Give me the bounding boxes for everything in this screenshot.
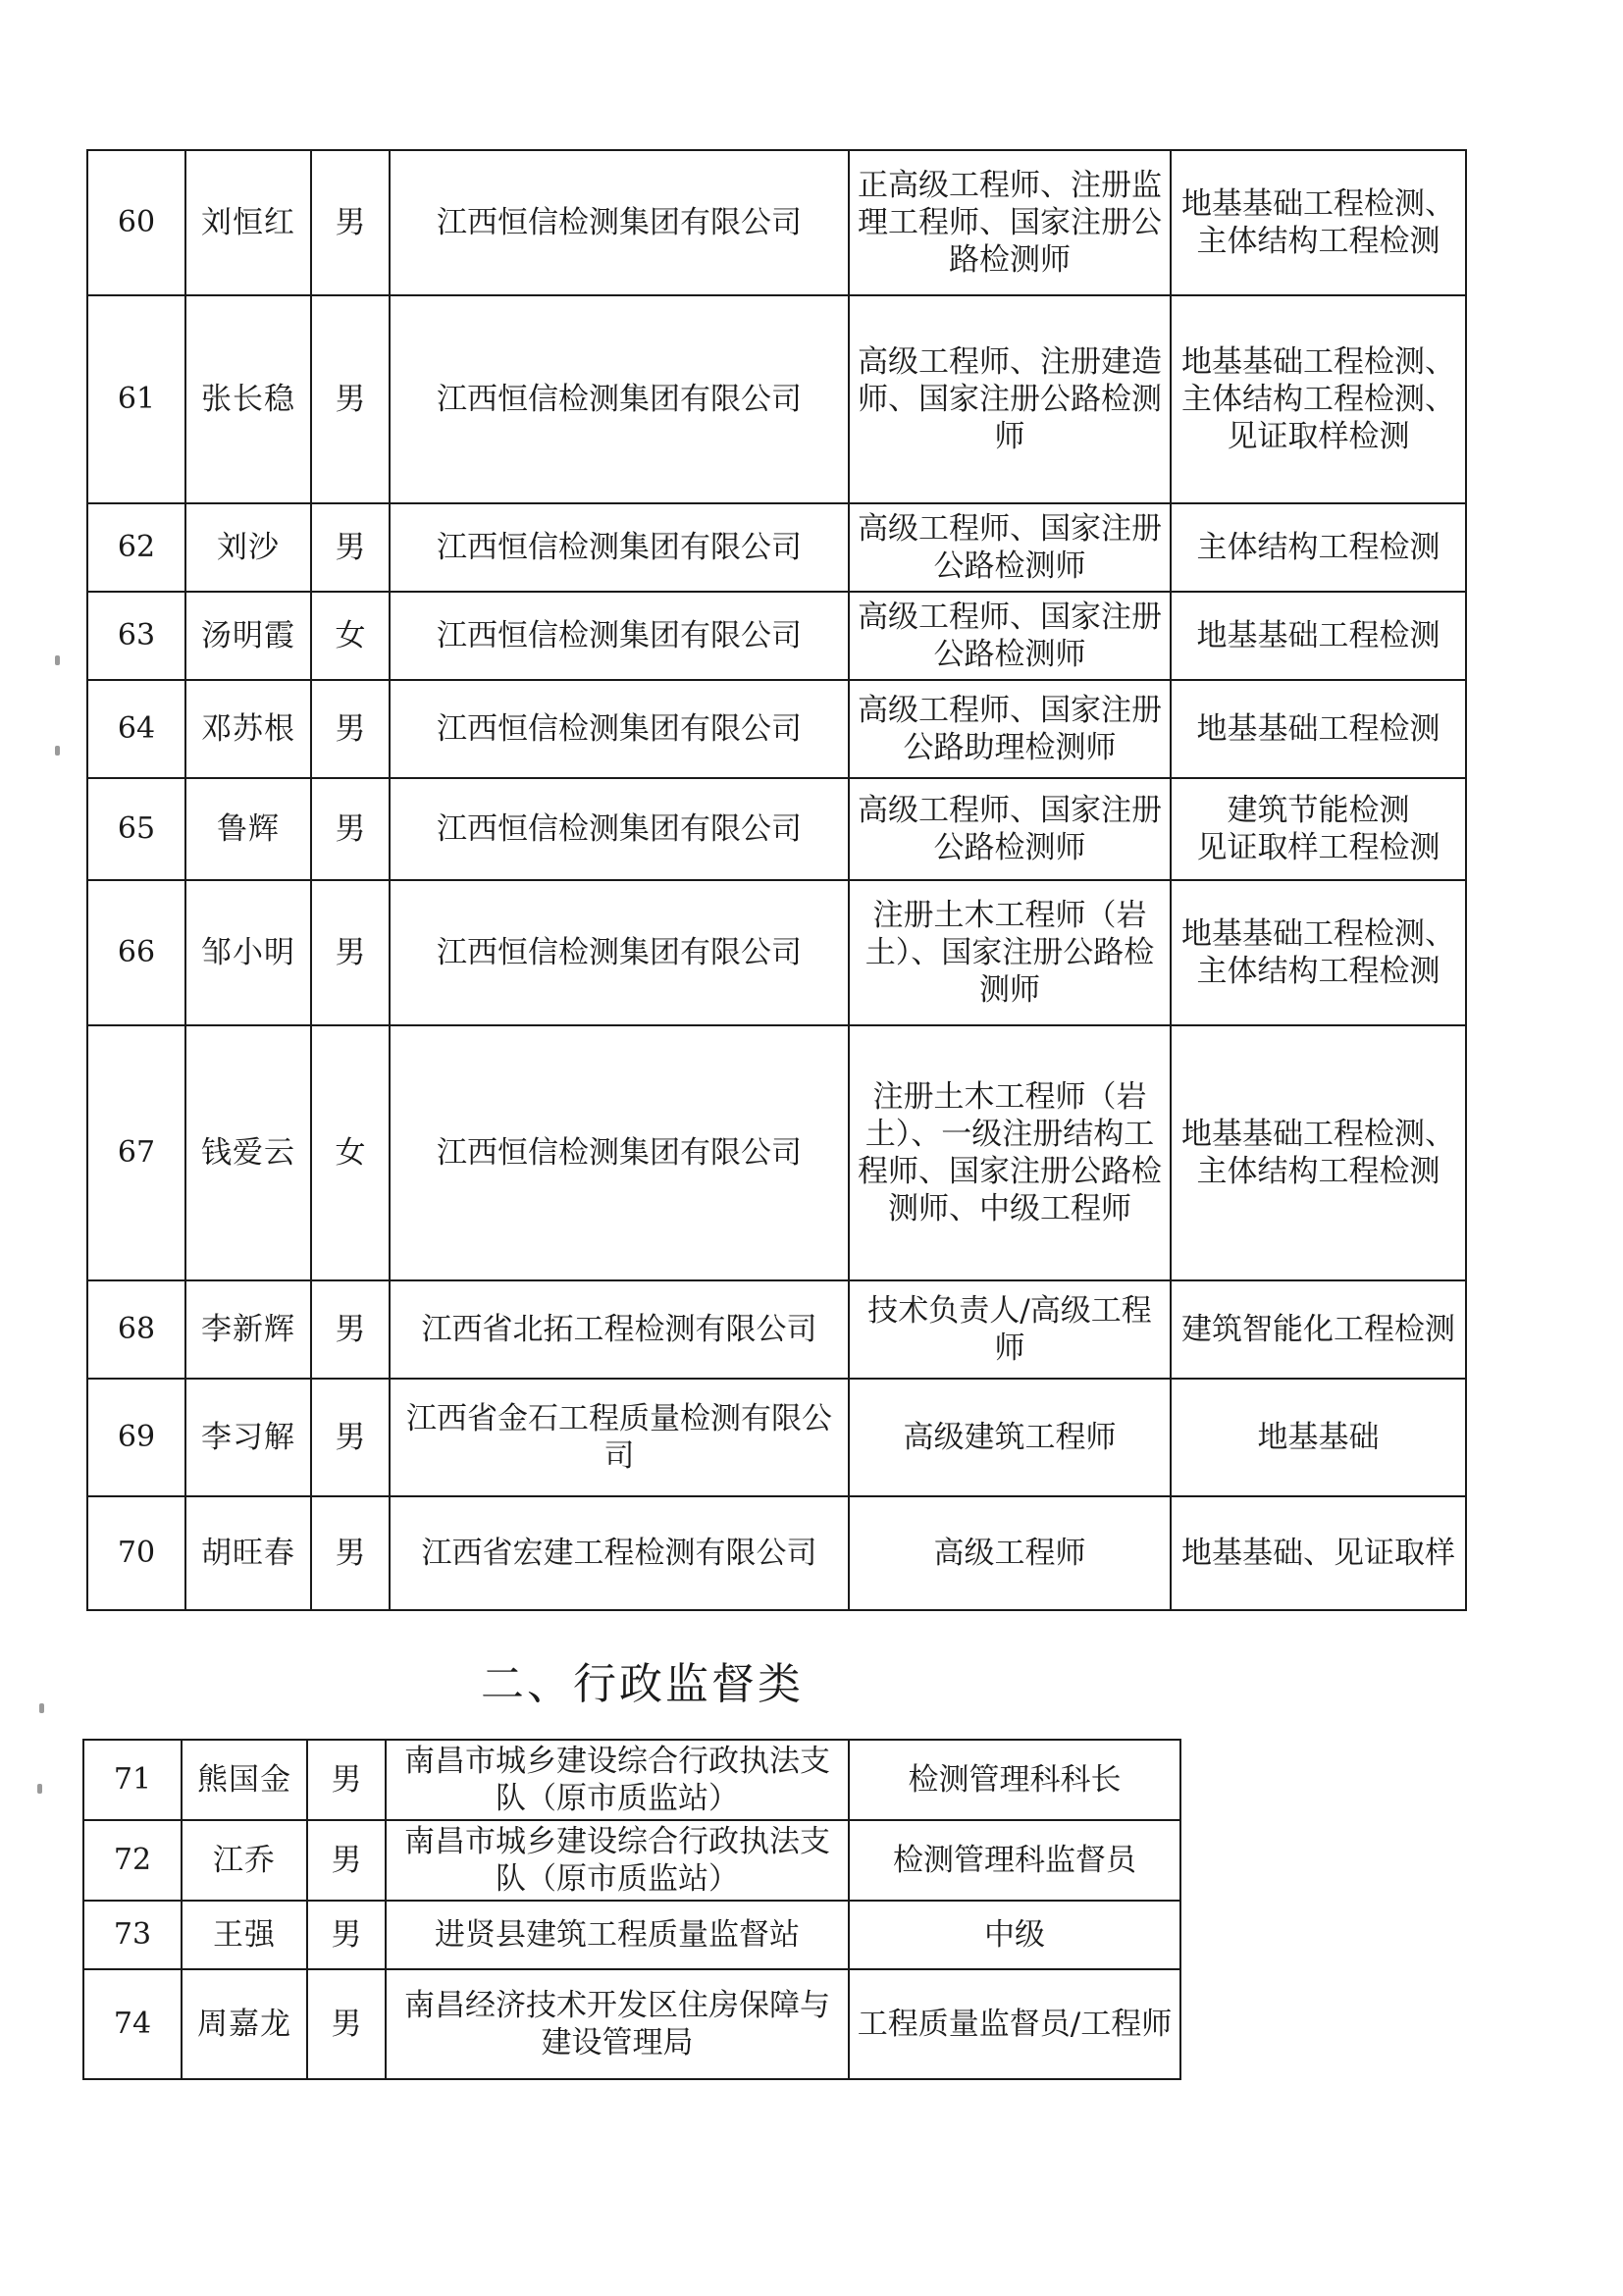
company-name: 江西恒信检测集团有限公司 (390, 680, 849, 778)
specialty: 地基基础工程检测、 主体结构工程检测 (1171, 880, 1466, 1025)
gender: 女 (311, 592, 390, 680)
person-name: 张长稳 (185, 295, 311, 503)
professional-title: 高级工程师、国家注册公路检测师 (849, 778, 1171, 880)
professional-title: 高级建筑工程师 (849, 1379, 1171, 1496)
table-row (87, 503, 1466, 592)
row-number: 62 (87, 503, 185, 592)
specialty: 地基基础工程检测、主体结构工程检测、 见证取样检测 (1171, 295, 1466, 503)
table-row (83, 1969, 1180, 2079)
company-name: 江西恒信检测集团有限公司 (390, 295, 849, 503)
table-row (87, 778, 1466, 880)
specialty: 地基基础工程检测 (1171, 592, 1466, 680)
gender: 男 (311, 680, 390, 778)
specialty: 建筑节能检测 见证取样工程检测 (1171, 778, 1466, 880)
person-name: 钱爱云 (185, 1025, 311, 1280)
scan-artifact (39, 1703, 44, 1713)
person-name: 胡旺春 (185, 1496, 311, 1610)
table-row (87, 592, 1466, 680)
gender: 男 (311, 1379, 390, 1496)
table-row (83, 1740, 1180, 1820)
table-row (87, 1379, 1466, 1496)
table-row (87, 680, 1466, 778)
specialty: 地基基础工程检测、主体结构工程检测 (1171, 150, 1466, 295)
gender: 男 (311, 150, 390, 295)
professional-title: 注册土木工程师（岩土）、一级注册结构工程师、国家注册公路检测师、中级工程师 (849, 1025, 1171, 1280)
specialty: 地基基础工程检测、主体结构工程检测 (1171, 1025, 1466, 1280)
gender: 男 (311, 1280, 390, 1379)
gender: 男 (311, 503, 390, 592)
person-name: 周嘉龙 (182, 1969, 307, 2079)
row-number: 64 (87, 680, 185, 778)
table-row (87, 295, 1466, 503)
position: 检测管理科监督员 (849, 1820, 1180, 1901)
row-number: 70 (87, 1496, 185, 1610)
section-heading: 二、行政监督类 (481, 1659, 804, 1709)
specialty: 地基基础工程检测 (1171, 680, 1466, 778)
position: 检测管理科科长 (849, 1740, 1180, 1820)
table-row (87, 880, 1466, 1025)
row-number: 72 (83, 1820, 182, 1901)
table-row (87, 1280, 1466, 1379)
company-name: 江西恒信检测集团有限公司 (390, 778, 849, 880)
row-number: 60 (87, 150, 185, 295)
person-name: 刘沙 (185, 503, 311, 592)
company-name: 江西恒信检测集团有限公司 (390, 880, 849, 1025)
specialty: 主体结构工程检测 (1171, 503, 1466, 592)
row-number: 71 (83, 1740, 182, 1820)
person-name: 汤明霞 (185, 592, 311, 680)
person-name: 李新辉 (185, 1280, 311, 1379)
specialty: 地基基础 (1171, 1379, 1466, 1496)
row-number: 74 (83, 1969, 182, 2079)
row-number: 68 (87, 1280, 185, 1379)
gender: 男 (307, 1969, 386, 2079)
table-row (87, 1496, 1466, 1610)
person-name: 王强 (182, 1901, 307, 1969)
row-number: 67 (87, 1025, 185, 1280)
specialty: 建筑智能化工程检测 (1171, 1280, 1466, 1379)
row-number: 63 (87, 592, 185, 680)
professional-title: 注册土木工程师（岩土）、国家注册公路检测师 (849, 880, 1171, 1025)
table-row (87, 150, 1466, 295)
person-name: 邹小明 (185, 880, 311, 1025)
company-name: 江西恒信检测集团有限公司 (390, 150, 849, 295)
scan-artifact (55, 746, 60, 756)
table-row (83, 1820, 1180, 1901)
unit-name: 进贤县建筑工程质量监督站 (386, 1901, 849, 1969)
gender: 男 (307, 1740, 386, 1820)
gender: 男 (311, 778, 390, 880)
table-row (83, 1901, 1180, 1969)
professional-title: 高级工程师 (849, 1496, 1171, 1610)
administrative-supervision-table (82, 1739, 1181, 2080)
company-name: 江西恒信检测集团有限公司 (390, 503, 849, 592)
unit-name: 南昌市城乡建设综合行政执法支队（原市质监站） (386, 1820, 849, 1901)
gender: 女 (311, 1025, 390, 1280)
person-name: 邓苏根 (185, 680, 311, 778)
professional-title: 高级工程师、国家注册公路检测师 (849, 592, 1171, 680)
professional-title: 高级工程师、国家注册公路检测师 (849, 503, 1171, 592)
row-number: 69 (87, 1379, 185, 1496)
professional-title: 高级工程师、国家注册公路助理检测师 (849, 680, 1171, 778)
row-number: 61 (87, 295, 185, 503)
company-name: 江西省宏建工程检测有限公司 (390, 1496, 849, 1610)
gender: 男 (311, 1496, 390, 1610)
professional-title: 技术负责人/高级工程师 (849, 1280, 1171, 1379)
gender: 男 (311, 880, 390, 1025)
position: 中级 (849, 1901, 1180, 1969)
scan-artifact (37, 1784, 42, 1794)
professional-title: 高级工程师、注册建造师、国家注册公路检测师 (849, 295, 1171, 503)
gender: 男 (307, 1820, 386, 1901)
specialty: 地基基础、见证取样 (1171, 1496, 1466, 1610)
company-name: 江西恒信检测集团有限公司 (390, 592, 849, 680)
person-name: 熊国金 (182, 1740, 307, 1820)
administrative-supervision-table-body (83, 1740, 1180, 2079)
unit-name: 南昌市城乡建设综合行政执法支队（原市质监站） (386, 1740, 849, 1820)
scan-artifact (55, 655, 60, 665)
person-name: 江乔 (182, 1820, 307, 1901)
position: 工程质量监督员/工程师 (849, 1969, 1180, 2079)
company-name: 江西省北拓工程检测有限公司 (390, 1280, 849, 1379)
person-name: 鲁辉 (185, 778, 311, 880)
gender: 男 (311, 295, 390, 503)
gender: 男 (307, 1901, 386, 1969)
table-row (87, 1025, 1466, 1280)
company-name: 江西恒信检测集团有限公司 (390, 1025, 849, 1280)
row-number: 66 (87, 880, 185, 1025)
person-name: 刘恒红 (185, 150, 311, 295)
technical-experts-table (86, 149, 1467, 1611)
unit-name: 南昌经济技术开发区住房保障与建设管理局 (386, 1969, 849, 2079)
company-name: 江西省金石工程质量检测有限公司 (390, 1379, 849, 1496)
professional-title: 正高级工程师、注册监理工程师、国家注册公路检测师 (849, 150, 1171, 295)
row-number: 73 (83, 1901, 182, 1969)
person-name: 李习解 (185, 1379, 311, 1496)
technical-experts-table-body (87, 150, 1466, 1610)
row-number: 65 (87, 778, 185, 880)
